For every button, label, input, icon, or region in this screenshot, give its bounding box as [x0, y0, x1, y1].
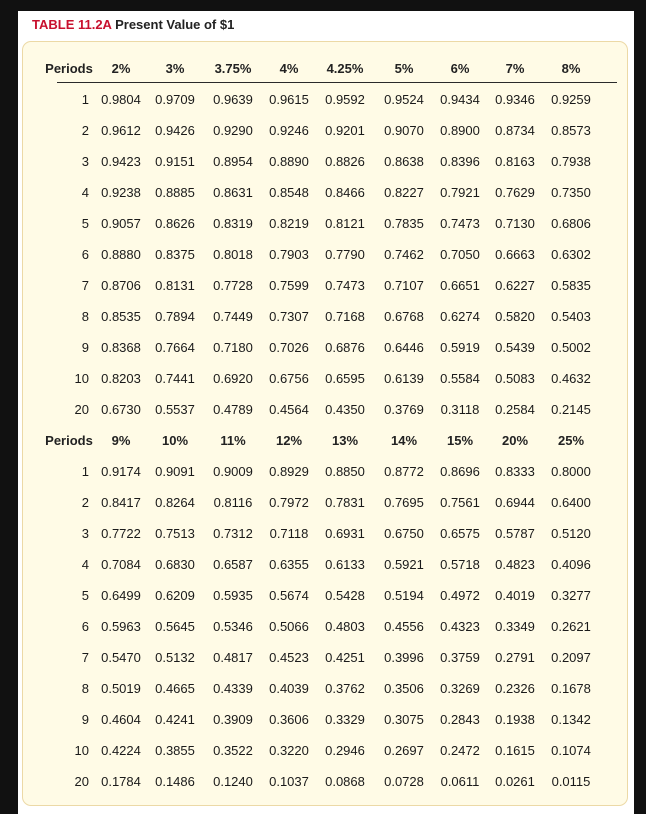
- value-cell: 0.8929: [269, 464, 309, 479]
- value-cell: 0.6209: [155, 588, 195, 603]
- value-cell: 0.4096: [551, 557, 591, 572]
- value-cell: 0.3349: [495, 619, 535, 634]
- period-cell: 1: [81, 92, 89, 107]
- table-row: [23, 642, 627, 673]
- value-cell: 0.9804: [101, 92, 141, 107]
- period-cell: 2: [81, 123, 89, 138]
- value-cell: 0.9346: [495, 92, 535, 107]
- value-cell: 0.5787: [495, 526, 535, 541]
- value-cell: 0.8573: [551, 123, 591, 138]
- value-cell: 0.3506: [384, 681, 424, 696]
- value-cell: 0.8900: [440, 123, 480, 138]
- value-cell: 0.2326: [495, 681, 535, 696]
- period-cell: 10: [74, 743, 89, 758]
- value-cell: 0.7938: [551, 154, 591, 169]
- value-cell: 0.8116: [213, 495, 253, 510]
- rate-header: 13%: [331, 433, 359, 448]
- rate-header: 8%: [561, 61, 581, 76]
- value-cell: 0.5935: [213, 588, 253, 603]
- value-cell: 0.5584: [440, 371, 480, 386]
- value-cell: 0.6920: [213, 371, 253, 386]
- value-cell: 0.7790: [325, 247, 365, 262]
- table-row: [23, 549, 627, 580]
- value-cell: 0.0115: [551, 774, 591, 789]
- value-cell: 0.5066: [269, 619, 309, 634]
- value-cell: 0.1342: [551, 712, 591, 727]
- rate-header: 4.25%: [326, 61, 364, 76]
- value-cell: 0.9426: [155, 123, 195, 138]
- value-cell: 0.5835: [551, 278, 591, 293]
- rate-header: 20%: [501, 433, 529, 448]
- period-cell: 9: [81, 712, 89, 727]
- value-cell: 0.4556: [384, 619, 424, 634]
- value-cell: 0.9151: [155, 154, 195, 169]
- value-cell: 0.6274: [440, 309, 480, 324]
- value-cell: 0.7449: [213, 309, 253, 324]
- value-cell: 0.9612: [101, 123, 141, 138]
- value-cell: 0.8333: [495, 464, 535, 479]
- value-cell: 0.5645: [155, 619, 195, 634]
- value-cell: 0.6756: [269, 371, 309, 386]
- value-cell: 0.1678: [551, 681, 591, 696]
- value-cell: 0.2097: [551, 650, 591, 665]
- value-cell: 0.7441: [155, 371, 195, 386]
- value-cell: 0.0261: [495, 774, 535, 789]
- period-cell: 20: [74, 402, 89, 417]
- value-cell: 0.7835: [384, 216, 424, 231]
- value-cell: 0.7473: [440, 216, 480, 231]
- table-row: [23, 301, 627, 332]
- document-page: [18, 11, 634, 814]
- value-cell: 0.9615: [269, 92, 309, 107]
- value-cell: 0.5194: [384, 588, 424, 603]
- table-number: TABLE 11.2A: [32, 17, 112, 32]
- table-row: [23, 394, 627, 425]
- value-cell: 0.4241: [155, 712, 195, 727]
- table-row: [23, 518, 627, 549]
- rate-header: 6%: [450, 61, 470, 76]
- value-cell: 0.7722: [101, 526, 141, 541]
- value-cell: 0.9709: [155, 92, 195, 107]
- period-cell: 7: [81, 278, 89, 293]
- value-cell: 0.4789: [213, 402, 253, 417]
- value-cell: 0.2843: [440, 712, 480, 727]
- value-cell: 0.7473: [325, 278, 365, 293]
- value-cell: 0.5132: [155, 650, 195, 665]
- value-cell: 0.6595: [325, 371, 365, 386]
- value-cell: 0.9238: [101, 185, 141, 200]
- value-cell: 0.9524: [384, 92, 424, 107]
- value-cell: 0.9009: [213, 464, 253, 479]
- rate-header: 3%: [165, 61, 185, 76]
- value-cell: 0.7664: [155, 340, 195, 355]
- value-cell: 0.2946: [325, 743, 365, 758]
- value-cell: 0.7312: [213, 526, 253, 541]
- value-cell: 0.9174: [101, 464, 141, 479]
- value-cell: 0.5921: [384, 557, 424, 572]
- value-cell: 0.5537: [155, 402, 195, 417]
- value-cell: 0.7894: [155, 309, 195, 324]
- table-row: [23, 487, 627, 518]
- periods-header: Periods: [45, 433, 93, 448]
- value-cell: 0.3996: [384, 650, 424, 665]
- value-cell: 0.8121: [325, 216, 365, 231]
- value-cell: 0.9070: [384, 123, 424, 138]
- value-cell: 0.7513: [155, 526, 195, 541]
- value-cell: 0.6750: [384, 526, 424, 541]
- value-cell: 0.6400: [551, 495, 591, 510]
- value-cell: 0.5439: [495, 340, 535, 355]
- value-cell: 0.3759: [440, 650, 480, 665]
- period-cell: 8: [81, 309, 89, 324]
- value-cell: 0.7903: [269, 247, 309, 262]
- value-cell: 0.5403: [551, 309, 591, 324]
- value-cell: 0.8638: [384, 154, 424, 169]
- value-cell: 0.9259: [551, 92, 591, 107]
- table-row: [23, 673, 627, 704]
- value-cell: 0.1938: [495, 712, 535, 727]
- value-cell: 0.8203: [101, 371, 141, 386]
- value-cell: 0.4604: [101, 712, 141, 727]
- table-title-text: Present Value of $1: [115, 17, 235, 32]
- value-cell: 0.2697: [384, 743, 424, 758]
- value-cell: 0.5470: [101, 650, 141, 665]
- value-cell: 0.5963: [101, 619, 141, 634]
- value-cell: 0.8706: [101, 278, 141, 293]
- value-cell: 0.1486: [155, 774, 195, 789]
- value-cell: 0.4817: [213, 650, 253, 665]
- value-cell: 0.5820: [495, 309, 535, 324]
- table-title: [32, 17, 234, 32]
- value-cell: 0.6806: [551, 216, 591, 231]
- value-cell: 0.4323: [440, 619, 480, 634]
- value-cell: 0.3769: [384, 402, 424, 417]
- period-cell: 4: [81, 185, 89, 200]
- value-cell: 0.6499: [101, 588, 141, 603]
- value-cell: 0.7629: [495, 185, 535, 200]
- value-cell: 0.4564: [269, 402, 309, 417]
- value-cell: 0.9091: [155, 464, 195, 479]
- value-cell: 0.4972: [440, 588, 480, 603]
- value-cell: 0.1784: [101, 774, 141, 789]
- table-row: [23, 456, 627, 487]
- value-cell: 0.9290: [213, 123, 253, 138]
- value-cell: 0.8163: [495, 154, 535, 169]
- period-cell: 6: [81, 619, 89, 634]
- period-cell: 9: [81, 340, 89, 355]
- value-cell: 0.7026: [269, 340, 309, 355]
- table-row: [23, 208, 627, 239]
- period-cell: 8: [81, 681, 89, 696]
- value-cell: 0.9434: [440, 92, 480, 107]
- value-cell: 0.9201: [325, 123, 365, 138]
- value-cell: 0.8626: [155, 216, 195, 231]
- value-cell: 0.4823: [495, 557, 535, 572]
- value-cell: 0.8219: [269, 216, 309, 231]
- value-cell: 0.7599: [269, 278, 309, 293]
- period-cell: 1: [81, 464, 89, 479]
- value-cell: 0.8264: [155, 495, 195, 510]
- value-cell: 0.8890: [269, 154, 309, 169]
- value-cell: 0.7831: [325, 495, 365, 510]
- value-cell: 0.5428: [325, 588, 365, 603]
- period-cell: 5: [81, 216, 89, 231]
- header-rule: [57, 82, 617, 83]
- value-cell: 0.7118: [269, 526, 309, 541]
- value-cell: 0.2621: [551, 619, 591, 634]
- value-cell: 0.0868: [325, 774, 365, 789]
- value-cell: 0.5718: [440, 557, 480, 572]
- value-cell: 0.6139: [384, 371, 424, 386]
- value-cell: 0.5346: [213, 619, 253, 634]
- value-cell: 0.6876: [325, 340, 365, 355]
- rate-header: 4%: [279, 61, 299, 76]
- value-cell: 0.5019: [101, 681, 141, 696]
- value-cell: 0.3909: [213, 712, 253, 727]
- value-cell: 0.3855: [155, 743, 195, 758]
- value-cell: 0.1037: [269, 774, 309, 789]
- table-row: [23, 177, 627, 208]
- value-cell: 0.5083: [495, 371, 535, 386]
- rate-header: 15%: [446, 433, 474, 448]
- period-cell: 3: [81, 526, 89, 541]
- value-cell: 0.7307: [269, 309, 309, 324]
- value-cell: 0.9057: [101, 216, 141, 231]
- value-cell: 0.6575: [440, 526, 480, 541]
- period-cell: 7: [81, 650, 89, 665]
- value-cell: 0.8131: [155, 278, 195, 293]
- table-row: [23, 704, 627, 735]
- value-cell: 0.1240: [213, 774, 253, 789]
- value-cell: 0.6446: [384, 340, 424, 355]
- rate-header: 2%: [111, 61, 131, 76]
- period-cell: 2: [81, 495, 89, 510]
- period-cell: 20: [74, 774, 89, 789]
- value-cell: 0.7130: [495, 216, 535, 231]
- period-cell: 10: [74, 371, 89, 386]
- value-cell: 0.4251: [325, 650, 365, 665]
- value-cell: 0.6651: [440, 278, 480, 293]
- value-cell: 0.8631: [213, 185, 253, 200]
- period-cell: 6: [81, 247, 89, 262]
- rate-header: 14%: [390, 433, 418, 448]
- table-row: [23, 363, 627, 394]
- value-cell: 0.1615: [495, 743, 535, 758]
- value-cell: 0.8466: [325, 185, 365, 200]
- rate-header: 3.75%: [214, 61, 252, 76]
- rate-header: 7%: [505, 61, 525, 76]
- value-cell: 0.3118: [440, 402, 480, 417]
- rate-header: 10%: [161, 433, 189, 448]
- value-cell: 0.8227: [384, 185, 424, 200]
- value-cell: 0.5120: [551, 526, 591, 541]
- header-row: [23, 53, 627, 84]
- value-cell: 0.8368: [101, 340, 141, 355]
- value-cell: 0.7695: [384, 495, 424, 510]
- value-cell: 0.4224: [101, 743, 141, 758]
- table-row: [23, 84, 627, 115]
- value-cell: 0.0728: [384, 774, 424, 789]
- table-row: [23, 766, 627, 797]
- value-cell: 0.6931: [325, 526, 365, 541]
- value-cell: 0.8885: [155, 185, 195, 200]
- rate-header: 11%: [220, 433, 246, 448]
- value-cell: 0.6302: [551, 247, 591, 262]
- period-cell: 4: [81, 557, 89, 572]
- value-cell: 0.8772: [384, 464, 424, 479]
- value-cell: 0.5002: [551, 340, 591, 355]
- value-cell: 0.6663: [495, 247, 535, 262]
- value-cell: 0.6587: [213, 557, 253, 572]
- table-row: [23, 270, 627, 301]
- value-cell: 0.3220: [269, 743, 309, 758]
- value-cell: 0.8319: [213, 216, 253, 231]
- value-cell: 0.4523: [269, 650, 309, 665]
- value-cell: 0.2145: [551, 402, 591, 417]
- value-cell: 0.8880: [101, 247, 141, 262]
- value-cell: 0.8954: [213, 154, 253, 169]
- value-cell: 0.5674: [269, 588, 309, 603]
- value-cell: 0.3522: [213, 743, 253, 758]
- value-cell: 0.6944: [495, 495, 535, 510]
- value-cell: 0.3762: [325, 681, 365, 696]
- value-cell: 0.8375: [155, 247, 195, 262]
- value-cell: 0.8548: [269, 185, 309, 200]
- period-cell: 3: [81, 154, 89, 169]
- value-cell: 0.7462: [384, 247, 424, 262]
- table-row: [23, 580, 627, 611]
- value-cell: 0.7921: [440, 185, 480, 200]
- rate-header: 12%: [275, 433, 303, 448]
- value-cell: 0.7050: [440, 247, 480, 262]
- value-cell: 0.8417: [101, 495, 141, 510]
- value-cell: 0.7168: [325, 309, 365, 324]
- value-cell: 0.4019: [495, 588, 535, 603]
- value-cell: 0.7728: [213, 278, 253, 293]
- value-cell: 0.3329: [325, 712, 365, 727]
- value-cell: 0.5919: [440, 340, 480, 355]
- value-cell: 0.6355: [269, 557, 309, 572]
- table-row: [23, 239, 627, 270]
- value-cell: 0.4665: [155, 681, 195, 696]
- value-cell: 0.6133: [325, 557, 365, 572]
- rate-header: 5%: [394, 61, 414, 76]
- value-cell: 0.7972: [269, 495, 309, 510]
- value-cell: 0.8734: [495, 123, 535, 138]
- table-row: [23, 735, 627, 766]
- present-value-table: [22, 41, 628, 806]
- value-cell: 0.6730: [101, 402, 141, 417]
- value-cell: 0.9423: [101, 154, 141, 169]
- value-cell: 0.7561: [440, 495, 480, 510]
- value-cell: 0.7107: [384, 278, 424, 293]
- value-cell: 0.4803: [325, 619, 365, 634]
- value-cell: 0.8535: [101, 309, 141, 324]
- period-cell: 5: [81, 588, 89, 603]
- value-cell: 0.7084: [101, 557, 141, 572]
- value-cell: 0.4339: [213, 681, 253, 696]
- value-cell: 0.8018: [213, 247, 253, 262]
- value-cell: 0.8850: [325, 464, 365, 479]
- value-cell: 0.8826: [325, 154, 365, 169]
- table-row: [23, 611, 627, 642]
- value-cell: 0.7350: [551, 185, 591, 200]
- value-cell: 0.9592: [325, 92, 365, 107]
- value-cell: 0.3075: [384, 712, 424, 727]
- rate-header: 25%: [557, 433, 585, 448]
- value-cell: 0.9246: [269, 123, 309, 138]
- value-cell: 0.9639: [213, 92, 253, 107]
- header-row: [23, 425, 627, 456]
- value-cell: 0.7180: [213, 340, 253, 355]
- table-row: [23, 146, 627, 177]
- value-cell: 0.0611: [440, 774, 480, 789]
- table-row: [23, 332, 627, 363]
- value-cell: 0.6830: [155, 557, 195, 572]
- value-cell: 0.4039: [269, 681, 309, 696]
- value-cell: 0.2791: [495, 650, 535, 665]
- value-cell: 0.8696: [440, 464, 480, 479]
- table-row: [23, 115, 627, 146]
- value-cell: 0.2584: [495, 402, 535, 417]
- value-cell: 0.6227: [495, 278, 535, 293]
- value-cell: 0.3269: [440, 681, 480, 696]
- value-cell: 0.1074: [551, 743, 591, 758]
- rate-header: 9%: [111, 433, 131, 448]
- value-cell: 0.3277: [551, 588, 591, 603]
- value-cell: 0.3606: [269, 712, 309, 727]
- value-cell: 0.6768: [384, 309, 424, 324]
- value-cell: 0.2472: [440, 743, 480, 758]
- periods-header: Periods: [45, 61, 93, 76]
- value-cell: 0.8000: [551, 464, 591, 479]
- value-cell: 0.4350: [325, 402, 365, 417]
- value-cell: 0.8396: [440, 154, 480, 169]
- value-cell: 0.4632: [551, 371, 591, 386]
